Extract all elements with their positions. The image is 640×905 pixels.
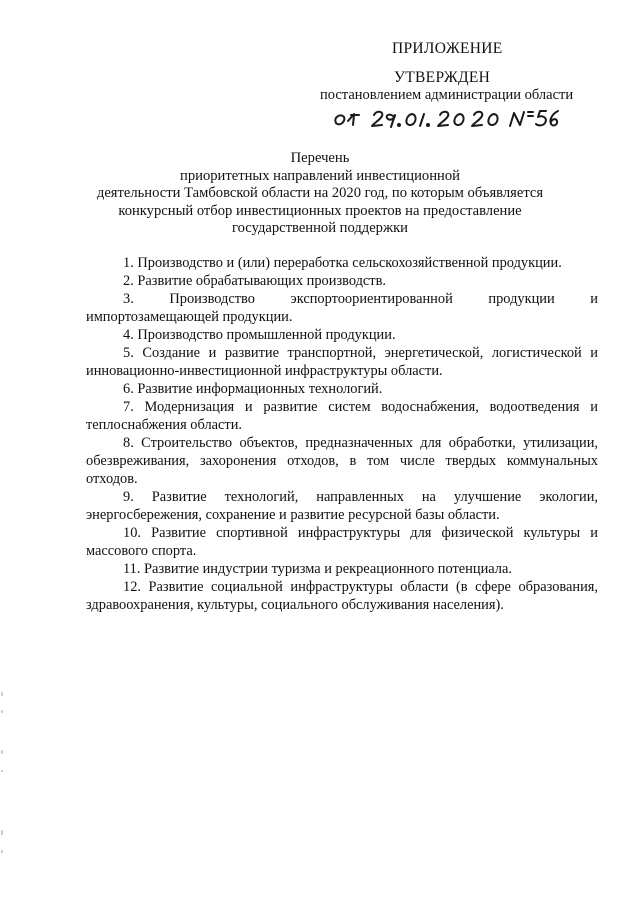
list-item: 4. Производство промышленной продукции.: [123, 327, 396, 343]
document-title: [90, 150, 550, 238]
list-item: 7. Модернизация и развитие систем водоснабжения, водоотведения и теплоснабжения области.: [86, 399, 598, 433]
title-line: деятельности Тамбовской области на 2020 год, по которым объявляется: [96, 185, 544, 201]
list-item: 6. Развитие информационных технологий.: [123, 381, 383, 397]
title-line: приоритетных направлений инвестиционной: [180, 167, 460, 184]
approved-label: УТВЕРЖДЕН: [394, 69, 491, 86]
list-item: 5. Создание и развитие транспортной, энергетической, логистической и инновационно-инвестиционной инфраструктуры области.: [86, 345, 598, 379]
list-item: 10. Развитие спортивной инфраструктуры для физической культуры и массового спорта.: [86, 525, 598, 559]
title-line: Перечень: [290, 150, 350, 166]
scan-artifacts: [0, 690, 6, 890]
handwritten-date: [332, 103, 562, 133]
list-item: 3. Производство экспортоориентированной продукции и импортозамещающей продукции.: [86, 291, 598, 325]
list-item: 8. Строительство объектов, предназначенных для обработки, утилизации, обезвреживания, захоронения отходов, в том числе твердых коммунальных отходов.: [86, 435, 598, 487]
list-item: 12. Развитие социальной инфраструктуры области (в сфере образования, здравоохранения, культуры, социального обслуживания населения).: [86, 579, 598, 613]
list-item: 9. Развитие технологий, направленных на улучшение экологии, энергосбережения, сохранение и развитие ресурсной базы области.: [86, 489, 598, 523]
decree-line: постановлением администрации области: [320, 87, 574, 103]
list-item: 2. Развитие обрабатывающих производств.: [123, 273, 386, 289]
priority-list: [86, 254, 598, 614]
title-line: конкурсный отбор инвестиционных проектов на предоставление: [118, 202, 522, 219]
list-item: 11. Развитие индустрии туризма и рекреационного потенциала.: [123, 561, 512, 577]
appendix-label: ПРИЛОЖЕНИЕ: [392, 40, 503, 57]
list-item: 1. Производство и (или) переработка сельскохозяйственной продукции.: [123, 255, 562, 271]
title-line: государственной поддержки: [232, 220, 408, 236]
